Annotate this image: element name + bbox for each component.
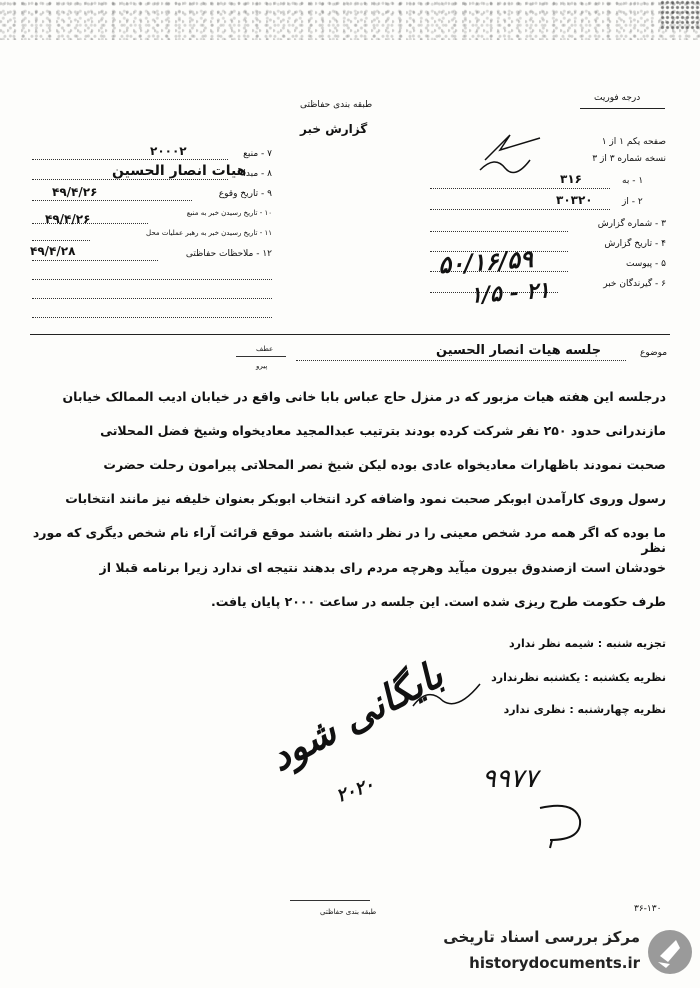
subject-value: جلسه هیات انصار الحسین [436,343,602,358]
archive-code: ۲۰۲۰ [333,774,378,807]
body-line: رسول وروی کارآمدن ابوبکر صحبت نمود واضافه کرد انتخاب ابوبکر بعنوان خلیفه نیز مانند انتخابات [65,491,666,506]
report-date-label: ۴ - تاریخ گزارش [604,239,666,249]
scan-corner [660,0,700,30]
archive-note: بایگانی شود [262,651,451,780]
ref2-value: ۳۰۳۲۰ [556,193,593,207]
unit-date-value: ۴۹/۴/۲۸ [30,244,76,258]
source-label: ۷ - منبع [243,149,272,159]
ref2-label: ۲ - از [622,197,643,207]
header-title: گزارش خبر [300,122,368,136]
signature-scribble [470,150,540,190]
received-date-label: ۱۰ - تاریخ رسیدن خبر به منبع [186,209,272,217]
page-row: صفحه یکم ۱ از ۱ [601,137,666,147]
ref1-label: ۱ - به [622,176,644,186]
header-classification: طبقه بندی حفاظتی [300,100,373,110]
remarks-label: ۱۲ - ملاحظات حفاظتی [185,249,272,259]
ref1-value: ۳۱۶ [560,172,582,186]
footer-classification: طبقه بندی حفاظتی [320,908,377,916]
evaluation-line: نظریه چهارشنبه : نظری ندارد [503,703,666,716]
unit-date-label: ۱۱ - تاریخ رسیدن خبر به رهبر عملیات محل [146,229,272,237]
archive-logo-icon [646,926,694,978]
site-url: historydocuments.ir [469,954,640,972]
handwritten-number: ۱/۵ - ۲۱ [469,277,551,309]
urgency-label: درجه فوریت [594,93,641,103]
peiro-label: پیرو [256,362,268,370]
atf-label: عطف [256,345,274,353]
evaluation-line: تجزیه شنبه : شیمه نظر ندارد [509,637,666,650]
body-line: مازندرانی حدود ۲۵۰ نفر شرکت کرده بودند بترتیب عبدالمجید معادیخواه وشیخ فضل المحلاتی [100,423,666,438]
attachment-label: ۵ - پیوست [625,259,666,269]
scan-noise [0,0,700,40]
header-divider [30,334,670,335]
site-watermark [432,922,694,982]
body-line: درجلسه این هفته هیات مزبور که در منزل حاج عباس بابا خانی واقع در خیابان ادیب الممالک خیابان [62,389,666,404]
handwritten-scribble [530,800,590,850]
received-date-value: ۴۹/۴/۲۶ [45,212,91,226]
body-line: ما بوده که اگر همه مرد شخص معینی را در نظر داشته باشند موقع قرائت آراء نام شخص دیگری که مورد نظر [32,525,666,555]
subject-label: موضوع [640,348,668,358]
body-line: صحبت نمودند باظهارات معادیخواه عادی بوده لیکن شیخ نصر المحلاتی پیرامون رحلت حضرت [103,457,666,472]
number-9977: ۹۹۷۷ [482,764,538,794]
report-no-label: ۳ - شماره گزارش [597,219,666,229]
copy-row: نسخه شماره ۳ از ۳ [592,154,666,164]
evaluation-line: نظریه یکشنبه : یکشنبه نظرندارد [491,671,666,684]
event-date-label: ۹ - تاریخ وقوع [218,189,272,199]
recipients-label: ۶ - گیرندگان خبر [603,279,666,289]
body-line: خودشان است ازصندوق بیرون میآید وهرچه مردم رای بدهند نتیجه ای ندارد زیرا برنامه قبلا از [99,560,666,575]
signature-scribble-2 [408,676,488,716]
origin-label: ۸ - مبدا [243,169,272,179]
body-line: طرف حکومت طرح ریزی شده است. این جلسه در ساعت ۲۰۰۰ پایان یافت. [210,594,666,609]
source-value: ۲۰۰۰۲ [150,144,187,158]
handwritten-date: ۵۰/۱۶/۵۹ [437,243,534,280]
form-code: ۳۶-۱۳۰ [634,904,662,914]
site-name-fa: مرکز بررسی اسناد تاریخی [443,928,640,946]
event-date-value: ۴۹/۴/۲۶ [52,185,98,199]
origin-value: هیات انصار الحسین [112,163,247,179]
